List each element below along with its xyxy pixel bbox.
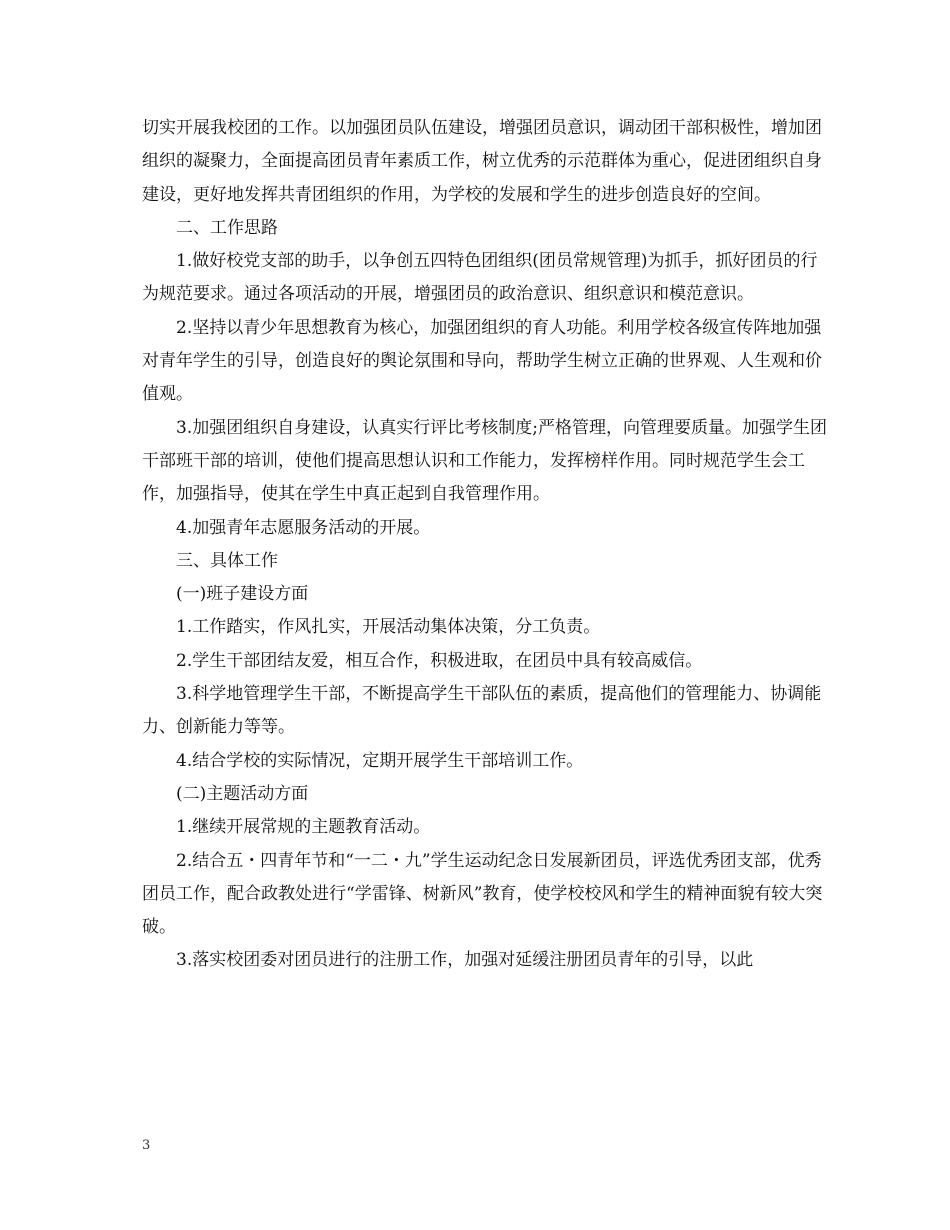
paragraph: 1.工作踏实，作风扎实，开展活动集体决策，分工负责。 (176, 617, 601, 638)
document-body (142, 112, 832, 978)
paragraph: 4.结合学校的实际情况，定期开展学生干部培训工作。 (176, 750, 584, 771)
paragraph: 4.加强青年志愿服务活动的开展。 (176, 517, 431, 538)
paragraph: 切实开展我校团的工作。以加强团员队伍建设，增强团员意识，调动团干部积极性，增加团组织的凝聚力，全面提高团员青年素质工作，树立优秀的示范群体为重心，促进团组织自身建设，更好地发挥共青团组织的作用，为学校的发展和学生的进步创造良好的空间。 (142, 118, 822, 205)
page-number: 3 (142, 1138, 151, 1153)
section-heading: 二、工作思路 (176, 217, 278, 238)
subsection-heading: (二)主题活动方面 (176, 783, 309, 804)
section-heading: 三、具体工作 (176, 550, 278, 571)
paragraph: 2.坚持以青少年思想教育为核心，加强团组织的育人功能。利用学校各级宣传阵地加强对青年学生的引导，创造良好的舆论氛围和导向，帮助学生树立正确的世界观、人生观和价值观。 (142, 317, 822, 405)
paragraph: 2.结合五・四青年节和“一二・九”学生运动纪念日发展新团员，评选优秀团支部，优秀团员工作，配合政教处进行“学雷锋、树新风”教育，使学校校风和学生的精神面貌有较大突破。 (142, 850, 823, 938)
paragraph: 1.做好校党支部的助手，以争创五四特色团组织(团员常规管理)为抓手，抓好团员的行为规范要求。通过各项活动的开展，增强团员的政治意识、组织意识和模范意识。 (142, 251, 818, 305)
paragraph: 1.继续开展常规的主题教育活动。 (176, 817, 431, 838)
paragraph: 2.学生干部团结友爱，相互合作，积极进取，在团员中具有较高威信。 (176, 650, 703, 671)
paragraph: 3.科学地管理学生干部，不断提高学生干部队伍的素质，提高他们的管理能力、协调能力、创新能力等等。 (142, 684, 822, 738)
subsection-heading: (一)班子建设方面 (176, 584, 309, 605)
paragraph: 3.加强团组织自身建设，认真实行评比考核制度;严格管理，向管理要质量。加强学生团干部班干部的培训，使他们提高思想认识和工作能力，发挥榜样作用。同时规范学生会工作，加强指导，使其在学生中真正起到自我管理作用。 (142, 417, 827, 505)
paragraph: 3.落实校团委对团员进行的注册工作，加强对延缓注册团员青年的引导，以此 (176, 950, 754, 971)
